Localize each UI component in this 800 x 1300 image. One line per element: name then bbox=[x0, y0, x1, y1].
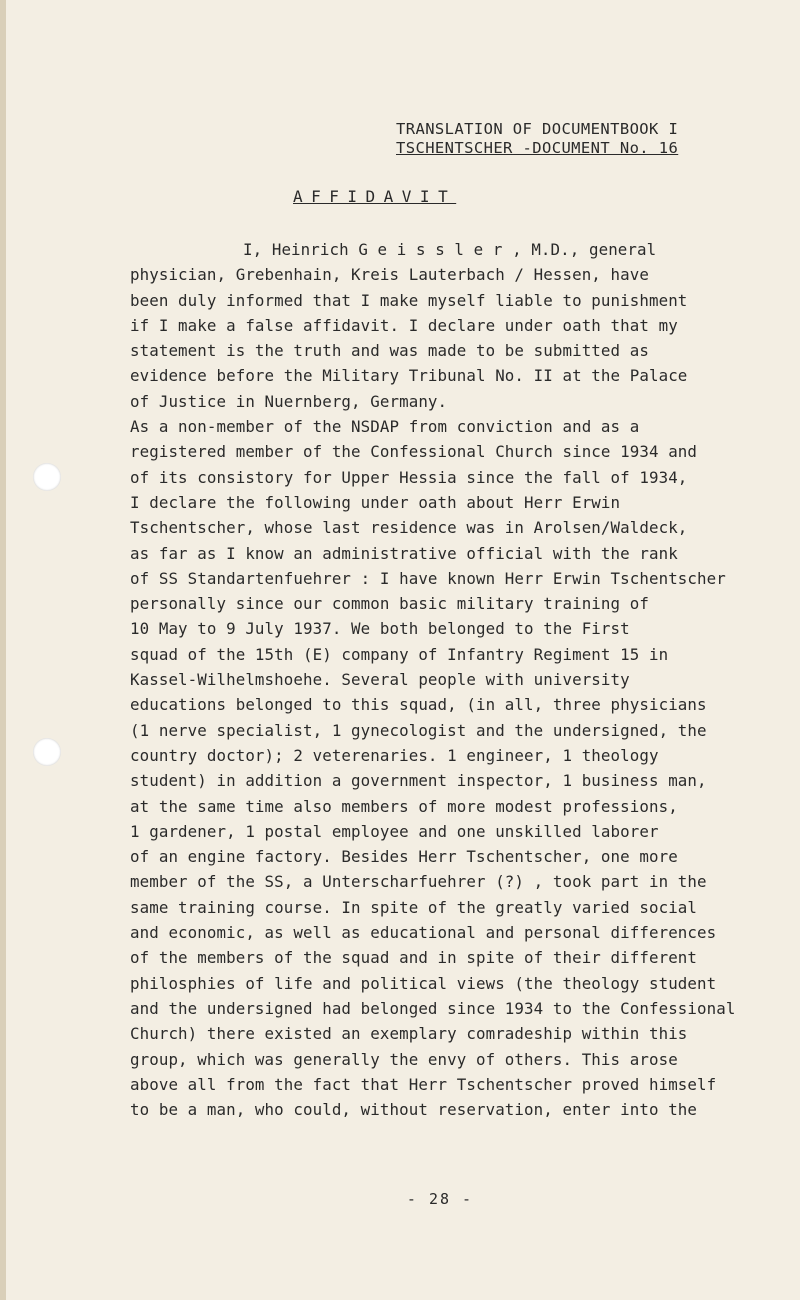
body-line: personally since our common basic military training of bbox=[130, 594, 649, 614]
document-header bbox=[396, 120, 678, 158]
body-line: group, which was generally the envy of others. This arose bbox=[130, 1049, 678, 1069]
paper-edge bbox=[0, 0, 6, 1300]
body-line: (1 nerve specialist, 1 gynecologist and the undersigned, the bbox=[130, 720, 707, 740]
body-line: physician, Grebenhain, Kreis Lauterbach / Hessen, have bbox=[130, 265, 649, 285]
body-line: of SS Standartenfuehrer : I have known Herr Erwin Tschentscher bbox=[130, 568, 726, 588]
body-line: evidence before the Military Tribunal No. II at the Palace bbox=[130, 366, 688, 386]
body-line: philosphies of life and political views (the theology student bbox=[130, 973, 717, 993]
body-line: of the members of the squad and in spite of their different bbox=[130, 948, 698, 968]
body-line: Tschentscher, whose last residence was in Arolsen/Waldeck, bbox=[130, 518, 688, 538]
body-line: student) in addition a government inspector, 1 business man, bbox=[130, 771, 707, 791]
body-line: educations belonged to this squad, (in all, three physicians bbox=[130, 695, 707, 715]
body-line: 10 May to 9 July 1937. We both belonged to the First bbox=[130, 619, 630, 639]
body-line: member of the SS, a Unterscharfuehrer (?) , took part in the bbox=[130, 872, 707, 892]
body-line: and economic, as well as educational and personal differences bbox=[130, 923, 717, 943]
body-line: same training course. In spite of the greatly varied social bbox=[130, 897, 698, 917]
body-line: statement is the truth and was made to be submitted as bbox=[130, 341, 649, 361]
affidavit-body bbox=[130, 237, 780, 1122]
body-line: above all from the fact that Herr Tschentscher proved himself bbox=[130, 1074, 717, 1094]
body-line: squad of the 15th (E) company of Infantry Regiment 15 in bbox=[130, 644, 669, 664]
body-line: As a non-member of the NSDAP from conviction and as a bbox=[130, 417, 640, 437]
header-line-document-number: TSCHENTSCHER -DOCUMENT No. 16 bbox=[396, 139, 679, 157]
body-line: country doctor); 2 veterenaries. 1 engineer, 1 theology bbox=[130, 745, 659, 765]
body-line: been duly informed that I make myself liable to punishment bbox=[130, 290, 688, 310]
body-line: if I make a false affidavit. I declare under oath that my bbox=[130, 315, 678, 335]
page-number: - 28 - bbox=[406, 1190, 474, 1208]
body-line: registered member of the Confessional Church since 1934 and bbox=[130, 442, 698, 462]
body-line: Church) there existed an exemplary comradeship within this bbox=[130, 1024, 688, 1044]
punch-hole-top bbox=[33, 463, 61, 491]
body-line: to be a man, who could, without reservation, enter into the bbox=[130, 1100, 698, 1120]
document-title: AFFIDAVIT bbox=[293, 187, 457, 206]
header-line-translation: TRANSLATION OF DOCUMENTBOOK I bbox=[396, 120, 679, 138]
body-line: Kassel-Wilhelmshoehe. Several people with university bbox=[130, 670, 630, 690]
body-line: of an engine factory. Besides Herr Tschentscher, one more bbox=[130, 847, 678, 867]
body-line: of Justice in Nuernberg, Germany. bbox=[130, 391, 448, 411]
body-line: I, Heinrich G e i s s l e r , M.D., general bbox=[243, 240, 657, 259]
body-line: at the same time also members of more modest professions, bbox=[130, 796, 678, 816]
body-line: as far as I know an administrative official with the rank bbox=[130, 543, 678, 563]
body-line: of its consistory for Upper Hessia since the fall of 1934, bbox=[130, 467, 688, 487]
punch-hole-bottom bbox=[33, 738, 61, 766]
body-line: 1 gardener, 1 postal employee and one unskilled laborer bbox=[130, 821, 659, 841]
body-line: and the undersigned had belonged since 1934 to the Confessional bbox=[130, 998, 736, 1018]
body-line: I declare the following under oath about Herr Erwin bbox=[130, 492, 621, 512]
